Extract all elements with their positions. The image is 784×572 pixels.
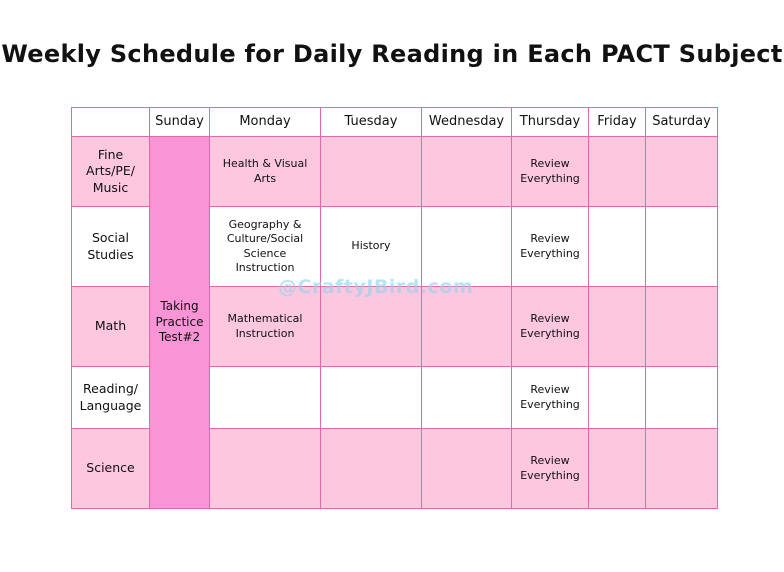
wednesday-cell (422, 207, 512, 287)
friday-cell (589, 287, 646, 367)
corner-cell (72, 108, 150, 137)
tuesday-cell: History (321, 207, 422, 287)
subject-cell: Science (72, 429, 150, 509)
thursday-cell: Review Everything (512, 287, 589, 367)
wednesday-cell (422, 429, 512, 509)
monday-cell: Mathematical Instruction (210, 287, 321, 367)
tuesday-cell (321, 367, 422, 429)
table-row (72, 137, 718, 207)
subject-cell: Reading/ Language (72, 367, 150, 429)
saturday-cell (646, 137, 718, 207)
saturday-cell (646, 287, 718, 367)
wednesday-cell (422, 137, 512, 207)
day-header-saturday: Saturday (646, 108, 718, 137)
subject-cell: Social Studies (72, 207, 150, 287)
day-header-monday: Monday (210, 108, 321, 137)
day-header-sunday: Sunday (150, 108, 210, 137)
sunday-cell: Taking Practice Test#2 (150, 137, 210, 509)
monday-cell (210, 429, 321, 509)
thursday-cell: Review Everything (512, 137, 589, 207)
header-row (72, 108, 718, 137)
day-header-tuesday: Tuesday (321, 108, 422, 137)
friday-cell (589, 429, 646, 509)
monday-cell (210, 367, 321, 429)
thursday-cell: Review Everything (512, 207, 589, 287)
day-header-friday: Friday (589, 108, 646, 137)
wednesday-cell (422, 287, 512, 367)
friday-cell (589, 137, 646, 207)
schedule-table (71, 107, 718, 509)
tuesday-cell (321, 287, 422, 367)
saturday-cell (646, 367, 718, 429)
day-header-thursday: Thursday (512, 108, 589, 137)
saturday-cell (646, 429, 718, 509)
saturday-cell (646, 207, 718, 287)
monday-cell: Geography & Culture/Social Science Instruction (210, 207, 321, 287)
thursday-cell: Review Everything (512, 429, 589, 509)
subject-cell: Fine Arts/PE/ Music (72, 137, 150, 207)
subject-cell: Math (72, 287, 150, 367)
friday-cell (589, 207, 646, 287)
wednesday-cell (422, 367, 512, 429)
monday-cell: Health & Visual Arts (210, 137, 321, 207)
day-header-wednesday: Wednesday (422, 108, 512, 137)
thursday-cell: Review Everything (512, 367, 589, 429)
friday-cell (589, 367, 646, 429)
watermark: @CraftyJBird.com (278, 276, 474, 298)
tuesday-cell (321, 429, 422, 509)
page-title: Weekly Schedule for Daily Reading in Each PACT Subject (1, 40, 783, 68)
tuesday-cell (321, 137, 422, 207)
